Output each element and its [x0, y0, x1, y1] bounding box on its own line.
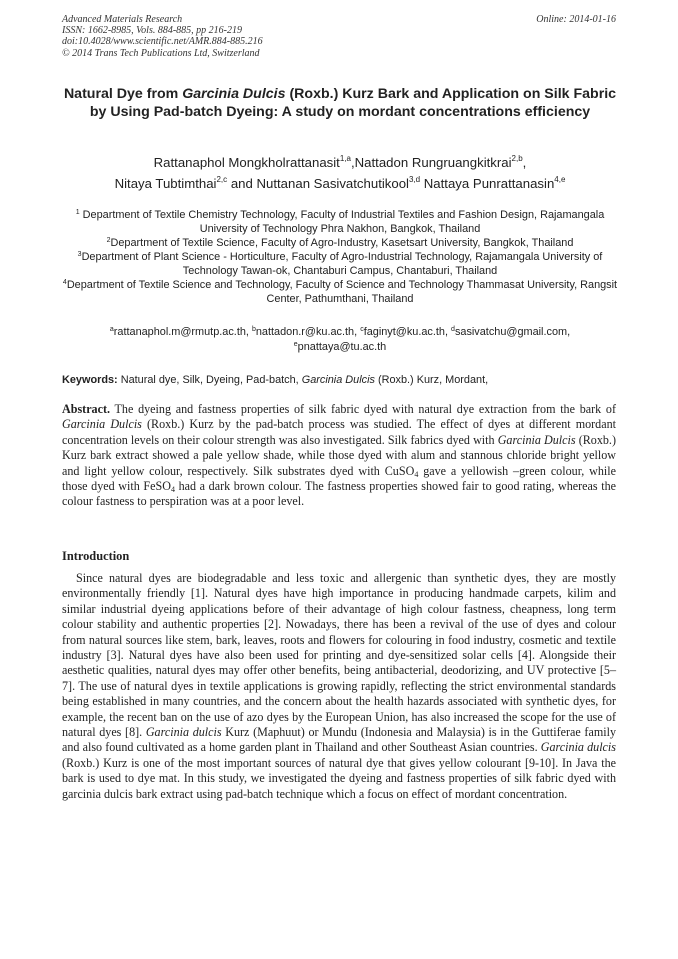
title-text: (Roxb.) Kurz Bark and Application on Silk Fabric by Using Pad-batch Dyeing: A study on mordant concentrations efficiency [89, 86, 617, 120]
author-sup: 2,b [511, 154, 523, 163]
affiliation-text: Department of Textile Science, Faculty of Agro-Industry, Kasetsart University, Bangkok, Thailand [110, 237, 574, 249]
keywords [62, 373, 618, 387]
author-name: Rattanaphol Mongkholrattanasit [153, 155, 340, 170]
intro-text: Since natural dyes are biodegradable and less toxic and allergenic than synthetic dyes, they are mostly environmentally friendly [1]. Natural dyes have high importance in producing handmade carpets, kilim and similar industrial dyeing applications before of their advantage of high colour fastness, cheapness, long term colour stability and authentic properties [2]. Nowadays, there has been a revival of the use of dyes and colour from natural sources like stem, bark, leaves, roots and flowers for colouring in food industry, cosmetic and textile industry [3]. Natural dyes have also been used for printing and dye-sensitized solar cells [4]. Alongside their aesthetic qualities, natural dyes may offer other benefits, being antibacterial, deodorizing, and UV protective [5–7]. The use of natural dyes in textile applications is growing rapidly, reflecting the strict environmental standards being established in many countries, and the concern about the health hazards associated with synthetic dyes, for example, the recent ban on the use of azo dyes by the European Union, has also increased the scope for the use of natural dyes [8]. [62, 571, 616, 740]
abstract [62, 402, 616, 510]
online-date: Online: 2014-01-16 [536, 14, 616, 25]
email-sup: a [109, 326, 114, 333]
abstract-text: The dyeing and fastness properties of silk fabric dyed with natural dye extraction from the bark of [110, 402, 616, 416]
affiliation [58, 278, 622, 306]
section-heading: Introduction [62, 549, 130, 563]
intro-text: (Roxb.) Kurz is one of the most important sources of natural dye that gives yellow colourant [9-10]. In Java the bark is used to dye mat. In this study, we investigated the dyeing and fastness properties of silk fabric dyed with garcinia dulcis bark extract using pad-batch technique which a focus on effect of mordant concentration. [62, 755, 616, 801]
author-list [56, 153, 624, 194]
keywords-text: Natural dye, Silk, Dyeing, Pad-batch, [117, 374, 302, 386]
affiliation-num: 4 [62, 279, 67, 286]
keywords-text: (Roxb.) Kurz, Mordant, [374, 374, 489, 386]
author-separator: , [522, 155, 527, 170]
introduction-body [62, 571, 616, 802]
author-sup: 4,e [554, 174, 566, 184]
email-sup: b [251, 326, 256, 333]
keywords-species: Garcinia Dulcis [301, 374, 375, 386]
journal-name: Advanced Materials Research [62, 14, 183, 25]
title-text: Natural Dye from [63, 86, 183, 102]
author-name: Nitaya Tubtimthai [114, 175, 217, 191]
journal-header [62, 14, 618, 59]
email-address[interactable]: sasivatchu@gmail.com [454, 326, 568, 338]
email-address[interactable]: pnattaya@tu.ac.th [297, 341, 387, 353]
intro-species: Garcinia dulcis [145, 725, 222, 740]
intro-text: Kurz (Maphuut) or Mundu (Indonesia and Malaysia) is in the Guttiferae family and also found cultivated as a home garden plant in Thailand and other Southeast Asian countries. [62, 725, 616, 755]
affiliation [58, 236, 622, 250]
abstract-species: Garcinia Dulcis [62, 417, 142, 432]
affiliation-num: 1 [75, 209, 80, 216]
affiliation-text: Department of Textile Chemistry Technology, Faculty of Industrial Textiles and Fashion Design, Rajamangala University of Technology Phra Nakhon, Bangkok, Thailand [79, 209, 605, 235]
abstract-text: gave a yellowish –green colour, while those dyed with FeSO [62, 463, 616, 494]
affiliation [58, 208, 622, 236]
author-separator: , [350, 155, 355, 170]
affiliations [58, 208, 622, 306]
journal-issn: ISSN: 1662-8985, Vols. 884-885, pp 216-219 [62, 25, 242, 37]
affiliation-num: 3 [77, 251, 82, 258]
author-sup: 1,a [339, 154, 351, 163]
abstract-species: Garcinia Dulcis [497, 432, 576, 447]
author-separator: and [227, 175, 257, 191]
paper-title [62, 86, 618, 121]
keywords-label: Keywords: [62, 374, 118, 386]
author-sup: 2,c [216, 174, 228, 184]
journal-copyright: © 2014 Trans Tech Publications Ltd, Switzerland [62, 47, 260, 59]
title-species: Garcinia Dulcis [182, 86, 286, 102]
author-name: Nattadon Rungruangkitkrai [354, 155, 512, 170]
author-name: Nuttanan Sasivatchutikool [256, 175, 409, 191]
intro-species: Garcinia dulcis [540, 740, 616, 755]
email-address[interactable]: nattadon.r@ku.ac.th [255, 326, 355, 338]
abstract-text: (Roxb.) Kurz bark extract showed a pale yellow shade, while those dyed with alum and stannous chloride bright yellow and light yellow colour, respectively. Silk substrates dyed with CuSO [62, 432, 616, 478]
author-sup: 3,d [408, 174, 421, 184]
email-list: $^a$rattanaphol.m@rmutp.ac.th, $^b$nattadon.r@ku.ac.th, $^c$faginyt@ku.ac.th, $^d$sasivatchu@gmail.com, $^e$pnattaya@tu.ac.th [109, 326, 571, 353]
abstract-text: (Roxb.) Kurz by the pad-batch process was studied. The effect of dyes at different mordant concentration levels on their colour strength was also investigated. Silk fabrics dyed with [62, 417, 616, 447]
affiliation-num: 2 [106, 237, 111, 244]
affiliation-text: Department of Plant Science - Horticulture, Faculty of Agro-Industrial Technology, Rajamangala University of Technology Tawan-ok, Chantaburi Campus, Chantaburi, Thailand [81, 251, 603, 277]
author-name: Nattaya Punrattanasin [423, 175, 555, 191]
email-address[interactable]: rattanaphol.m@rmutp.ac.th [113, 326, 246, 338]
abstract-subscript: 4 [170, 485, 175, 495]
email-sup: e [293, 341, 298, 348]
abstract-text: had a dark brown colour. The fastness properties showed fair to good rating, whereas the colour fastness to perspiration was at a poor level. [62, 479, 616, 509]
abstract-label: Abstract. [62, 402, 111, 416]
email-sup: d [451, 326, 455, 333]
affiliation [58, 250, 622, 278]
abstract-subscript: 4 [414, 469, 419, 479]
email-sup: c [360, 326, 364, 333]
email-address[interactable]: faginyt@ku.ac.th [363, 326, 445, 338]
journal-doi: doi:10.4028/www.scientific.net/AMR.884-885.216 [62, 36, 263, 48]
affiliation-text: Department of Textile Science and Technology, Faculty of Science and Technology Thammasat University, Rangsit Center, Pathumthani, Thailand [66, 279, 618, 305]
